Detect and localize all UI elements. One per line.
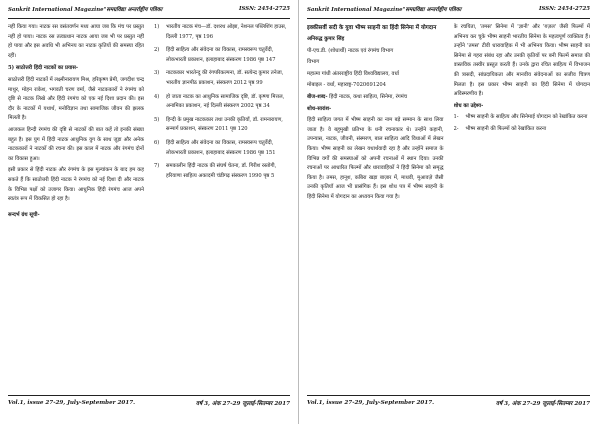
keywords <box>307 93 444 103</box>
paragraph: नहीं किया गया। नाटक रस वसंतवर्णन मध्य आया जब कि मंच पर प्रस्तुत नहीं हो पाया। नाटक रस तत्वप्रधान नाटक आया जब भी पर प्रस्तुत नहीं हो पाया और इस अवधि भी अभिनय का नाटक कृतियों की समस्या रहित रहीं। <box>8 24 144 59</box>
reference-item: 3) नाटककार भारतेन्दु की रंगपरिकल्पना, डॉ. सत्येन्द्र कुमार तनेजा, भारतीय ज्ञानपीठ प्रकाशन, संस्करण 2012 पृष्ठ 99 <box>154 70 284 86</box>
reference-item: 4) हो जाता नाटक का आधुनिक सामाजिक दृष्टि, डॉ. कृष्णा मित्तल, अनामिका प्रकाशन, नई दिल्ली संस्करण 2002 पृष्ठ 34 <box>154 93 285 110</box>
abstract-heading: शोध-सारांश- <box>307 105 332 112</box>
issue-info: वर्ष 3, अंक 27-29 जुलाई-सितम्बर 2017 <box>195 401 290 407</box>
right-column-2 <box>454 23 591 407</box>
page-footer <box>307 395 590 410</box>
right-page <box>299 0 598 424</box>
right-column-1 <box>307 23 444 407</box>
affiliation: मोबाइल - वर्धा, महाराष्ट्र-7020691204 <box>307 82 387 89</box>
objective-heading: शोध का उद्देश्य- <box>453 102 484 109</box>
paragraph: इसी प्रकार से हिंदी नाटक और रंगमंच के इस मूल्यांकन के बाद हम कह सकते हैं कि साठोत्तरी हिंदी नाटक ने रंगमंच को नई दिशा दी और नाटक के विभिन्न पक्षों को उजागर किया। आधुनिक हिंदी रंगमंच आज अपने स्वतंत्र रूप में विकसित हो रहा है। <box>8 167 144 203</box>
keywords-label: बीज-शब्द- <box>307 93 328 100</box>
left-column-1 <box>8 23 144 407</box>
reference-list <box>154 23 290 181</box>
references-heading: सन्दर्भ ग्रंथ सूची- <box>8 211 40 218</box>
reference-item: 7) समकालीन हिंदी नाटक की संघर्ष चेतना, डॉ. गिरीश रस्तोगी, हरियाणा साहित्य अकादमी चंडीगढ़ संस्करण 1990 पृष्ठ 5 <box>154 163 277 179</box>
keywords-text: हिंदी नाटक, कथा साहित्य, सिनेमा, रंगमंच <box>329 93 408 100</box>
list-item: 1- भीष्म साहनी के साहित्य और सिनेमाई योगदान को रेखांकित करना <box>453 114 588 121</box>
paragraph: आजकल हिन्दी रंगमंच की दृष्टि से नाटकों की बात कहें तो इनकी संख्या बहुत है। इस युग में हिंदी नाटक आधुनिक युग के साथ जुड़ा और अनेक नाटककारों ने नाटकों की रचना की। इस काल में नाटक और रंगमंच दोनों का विकास हुआ। <box>8 126 144 162</box>
reference-item: 6) हिंदी साहित्य और संवेदना का विकास, रामस्वरूप चतुर्वेदी, लोकभारती प्रकाशन, इलाहाबाद संस्करण 1986 पृष्ठ 151 <box>154 139 276 156</box>
journal-name: Sankrit International Magazine"समग्रविद्या अन्तर्राष्ट्रीय पत्रिका <box>8 7 163 13</box>
article-title: इक्कीसवीं सदी के युवा भीष्म साहनी का हिंदी सिनेमा में योगदान <box>307 25 437 31</box>
paragraph: हिंदी साहित्य जगत में भीष्म साहनी का नाम बड़े सम्मान के साथ लिया जाता है। वे बहुमुखी प्रतिभा के धनी रचनाकार थे। उन्होंने कहानी, उपन्यास, नाटक, जीवनी, संस्मरण, बाल साहित्य आदि विधाओं में लेखन किया। भीष्म साहनी का लेखन यथार्थवादी रहा है और उन्होंने समाज के विभिन्न वर्गों की समस्याओं को अपनी रचनाओं में स्थान दिया। उनकी रचनाओं पर आधारित फिल्मों और धारावाहिकों ने हिंदी सिनेमा को समृद्ध किया है। तमस, हानूश, कबिरा खड़ा बाज़ार में, माधवी, मुआवज़े जैसी उनकी कृतियाँ आज भी प्रासंगिक हैं। इस शोध पत्र में भीष्म साहनी के हिंदी सिनेमा में योगदान का अध्ययन किया गया है। <box>307 117 444 200</box>
reference-item: 5) हिन्दी के प्रमुख नाटककार तथा उनकी कृतियाँ, डॉ. रामनारायण, सन्मार्ग प्रकाशन, संस्करण 2011 पृष्ठ 120 <box>154 116 283 133</box>
page-header <box>8 0 290 19</box>
volume-info: Vol.1, issue 27-29, July-September 2017. <box>8 400 136 406</box>
paragraph: के रचयिता, 'तमस' सिनेमा में 'ज्ञानी' और 'ग़ज़ल' जैसी फिल्मों में अभिनय कर चुके भीष्म साहनी भारतीय सिनेमा के महत्वपूर्ण व्यक्तित्व हैं। उन्होंने 'तमस' टीवी धारावाहिक में भी अभिनय किया। भीष्म साहनी का सिनेमा से गहरा संबंध रहा और उनकी कृतियों पर बनी फिल्में समाज की वास्तविक तस्वीर प्रस्तुत करती हैं। उनके द्वारा रचित साहित्य में विभाजन की त्रासदी, सांप्रदायिकता और मानवीय संवेदनाओं का सजीव चित्रण मिलता है। इस प्रकार भीष्म साहनी का हिंदी सिनेमा में योगदान अविस्मरणीय है। <box>453 24 590 98</box>
volume-info: Vol.1, issue 27-29, July-September 2017. <box>307 400 435 406</box>
left-page <box>0 0 299 424</box>
issn: ISSN: 2454-2725 <box>538 6 590 12</box>
issue-info: वर्ष 3, अंक 27-29 जुलाई-सितम्बर 2017 <box>495 401 590 407</box>
page-footer <box>8 395 290 410</box>
paragraph: साठोत्तरी हिंदी नाटकों में लक्ष्मीनारायण मिश्र, हरिकृष्ण प्रेमी, जगदीश चन्द्र माथुर, मोहन राकेश, भगवती चरण वर्मा, जैसे नाटककारों ने रंगमंच को दृष्टि से नाटक लिखे और हिंदी रंगमंच को एक नई दिशा प्रदान की। इस दौर के नाटकों में यथार्थ, मनोविज्ञान तथा सामाजिक जीवन की झलक मिलती है। <box>8 76 144 122</box>
list-item: 2- भीष्म साहनी की फिल्मों को रेखांकित करना <box>453 125 547 132</box>
affiliation: पी-एच.डी. (शोधार्थी) नाटक एवं रंगमंच विभाग <box>307 47 394 54</box>
reference-item: 1) भारतीय नाटक मंच—डॉ. दशरथ ओझा, नेशनल पब्लिशिंग हाउस, दिल्ली 1977, पृष्ठ 196 <box>154 24 287 40</box>
affiliation: विभाग <box>307 59 320 66</box>
section-heading: 5) साठोत्तरी हिंदी नाटकों का प्रयास- <box>8 65 79 72</box>
issn: ISSN: 2454-2725 <box>238 6 290 12</box>
author-name: अनिरुद्ध कुमार सिंह <box>307 36 345 42</box>
page-header <box>307 0 590 19</box>
reference-item: 2) हिंदी साहित्य और संवेदना का विकास, रामस्वरूप चतुर्वेदी, लोकभारती प्रकाशन, इलाहाबाद संस्करण 1986 पृष्ठ 147 <box>154 47 276 63</box>
affiliation: महात्मा गांधी अंतरराष्ट्रीय हिंदी विश्वविद्यालय, वर्धा <box>307 70 399 77</box>
left-column-2 <box>154 23 290 407</box>
journal-name: Sankrit International Magazine"समग्रविद्या अन्तर्राष्ट्रीय पत्रिका <box>307 7 462 13</box>
objective-list <box>454 113 591 134</box>
